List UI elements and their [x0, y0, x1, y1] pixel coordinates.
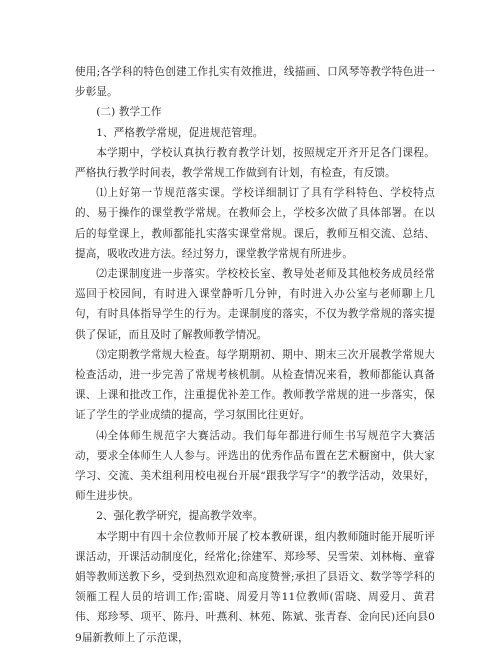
paragraph-item-4: ⑷全体师生规范字大赛活动。我们每年都进行师生书写规范字大赛活动，要求全体师生人人参与。评选出的优秀作品布置在艺术橱窗中，供大家学习、交流、美术组利用校电视台开展“跟我学写字”的教学活动，效果好，师生进步快。	[75, 429, 435, 503]
paragraph-teaching-plan: 本学期中，学校认真执行教育教学计划，按照规定开齐开足各门课程。严格执行教学时间表，教学常规工作做到有计划，有检查，有反馈。	[75, 146, 435, 180]
document-body	[75, 62, 435, 648]
paragraph-item-3: ⑶定期教学常规大检查。每学期期初、期中、期末三次开展教学常规大检查活动，进一步完善了常规考核机制。从检查情况来看，教师都能认真备课、上课和批改工作，注重提优补差工作。教师教学常规的进一步落实，保证了学生的学业成绩的提高，学习氛围比往更好。	[75, 348, 435, 422]
subheading-strict-routine: 1、严格教学常规，促进规范管理。	[96, 126, 264, 139]
paragraph-research-activities: 本学期中有四十余位教师开展了校本教研课，组内教师随时能开展听评课活动，开课活动制度化，经常化;徐建军、郑珍琴、吴雪荣、刘林梅、童睿娟等教师送教下乡，受到热烈欢迎和高度赞誉;承担了县语文、数学等学科的领雁工程人员的培训工作;雷晓、周爱月等11位教师(雷晓、周爱月、黄君伟、郑珍琴、项平、陈丹、叶燕利、林苑、陈斌、张青春、金向民)还向县09届新教师上了示范课，	[75, 530, 435, 644]
paragraph-1: 使用;各学科的特色创建工作扎实有效推进，线描画、口风琴等教学特色进一步彰显。	[75, 66, 435, 99]
section-heading-teaching-work: (二) 教学工作	[96, 106, 162, 119]
subheading-teaching-research: 2、强化教学研究，提高教学效率。	[96, 510, 264, 523]
paragraph-item-2: ⑵走课制度进一步落实。学校校长室、教导处老师及其他校务成员经常巡回于校园间，有时进入课堂静听几分钟，有时进入办公室与老师聊上几句，有时具体指导学生的行为。走课制度的落实，不仅为教学常规的落实提供了保证，而且及时了解教师教学情况。	[75, 268, 435, 341]
paragraph-item-1: ⑴上好第一节规范落实课。学校详细制订了具有学科特色、学校特点的、易于操作的课堂教学常规。在教师会上，学校多次做了具体部署。在以后的每堂课上，教师都能扎实落实课堂常规。课后，教师互相交流、总结、提高，吸收改进方法。经过努力，课堂教学常规有所进步。	[75, 187, 435, 260]
